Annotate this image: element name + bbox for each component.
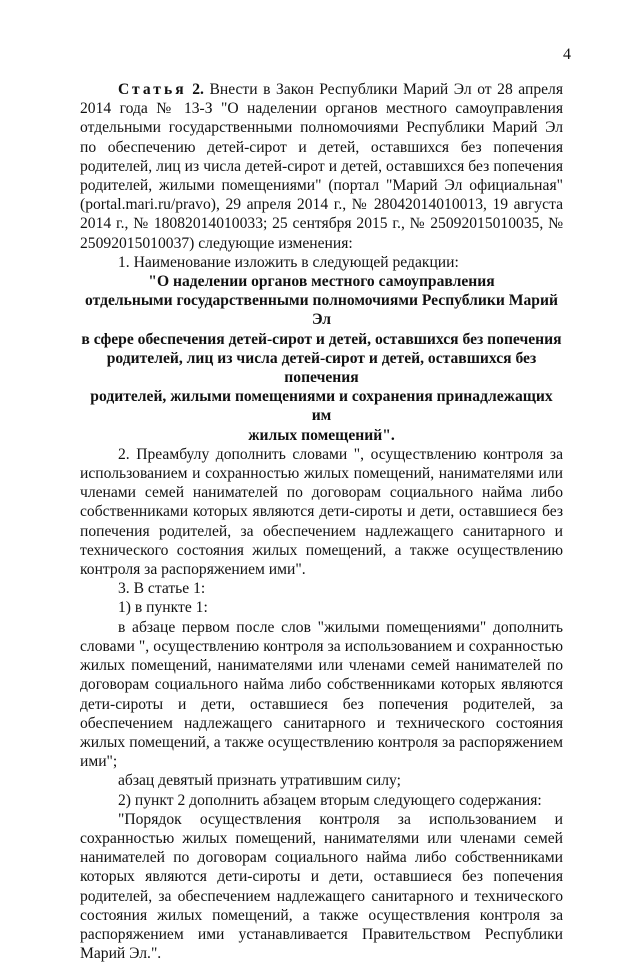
subitem-1-text: в абзаце первом после слов "жилыми помещениями" дополнить словами ", осуществлению контроля за использованием и сохранностью жилых помещений, нанимателями или членами семей нанимателей по договорам социального найма либо собственниками которых являются дети-сироты и дети, оставшиеся без попечения родителей, за обеспечением надлежащего санитарного и технического состояния жилых помещений, а также осуществлению контроля за распоряжением ими"; bbox=[80, 618, 563, 771]
law-title-line-3: в сфере обеспечения детей-сирот и детей, оставшихся без попечения bbox=[81, 330, 562, 348]
item-1: 1. Наименование изложить в следующей редакции: bbox=[118, 253, 459, 271]
subitem-2: 2) пункт 2 дополнить абзацем вторым следующего содержания: bbox=[118, 791, 542, 809]
law-title-line-1: "О наделении органов местного самоуправления bbox=[148, 273, 495, 291]
item-2: 2. Преамбулу дополнить словами ", осуществлению контроля за использованием и сохранностью жилых помещений, нанимателями или членами семей нанимателей по договорам социального найма либо собственниками которых являются дети-сироты и дети, оставшиеся без попечения родителей, за обеспечением надлежащего санитарного и технического состояния жилых помещений, а также осуществлению контроля за распоряжением ими". bbox=[80, 445, 563, 579]
subitem-2-text: "Порядок осуществления контроля за использованием и сохранностью жилых помещений, нанимателями или членами семей нанимателей по договорам социального найма либо собственниками которых являются дети-сироты и дети, оставшиеся без попечения родителей, за обеспечением надлежащего санитарного и технического состояния жилых помещений, а также осуществления контроля за распоряжением ими устанавливается Правительством Республики Марий Эл.". bbox=[80, 810, 563, 963]
subitem-1-abzac: абзац девятый признать утратившим силу; bbox=[118, 772, 401, 790]
article-number: 2. bbox=[192, 81, 204, 98]
law-title-line-6: жилых помещений". bbox=[248, 426, 395, 444]
subitem-1: 1) в пункте 1: bbox=[118, 599, 208, 617]
law-title-line-4: родителей, лиц из числа детей-сирот и детей, оставшихся без попечения bbox=[106, 349, 537, 387]
law-title-line-2: отдельными государственными полномочиями Республики Марий Эл bbox=[85, 292, 558, 329]
article-word: Статья bbox=[118, 81, 187, 98]
document-body bbox=[80, 80, 563, 963]
law-title-line-5: родителей, жилыми помещениями и сохранения принадлежащих им bbox=[90, 388, 553, 425]
article-text: Внести в Закон Республики Марий Эл от 28 апреля 2014 года № 13-З "О наделении органов местного самоуправления отдельными государственными полномочиями Республики Марий Эл по обеспечению детей-сирот и детей, оставшихся без попечения родителей, лиц из числа детей-сирот и детей, оставшихся без попечения родителей, жилыми помещениями" (портал "Марий Эл официальная" (portal.mari.ru/pravo), 29 апреля 2014 г., № 28042014010013, 19 августа 2014 г., № 18082014010033; 25 сентября 2015 г., № 25092015010035, № 25092015010037) следующие изменения: bbox=[80, 81, 564, 252]
item-3: 3. В статье 1: bbox=[118, 580, 206, 598]
article-paragraph bbox=[80, 80, 563, 253]
page-number: 4 bbox=[563, 46, 571, 63]
